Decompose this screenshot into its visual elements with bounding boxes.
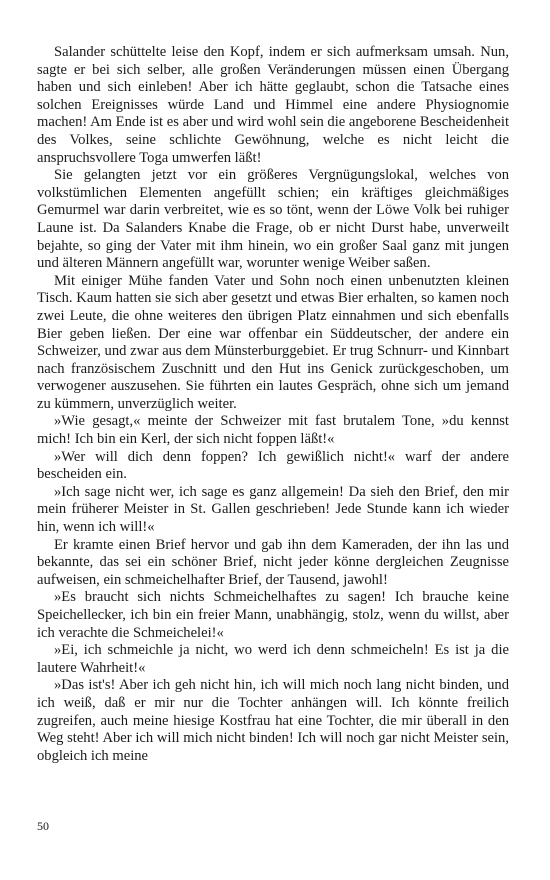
body-text bbox=[37, 44, 509, 765]
paragraph-2: Sie gelangten jetzt vor ein größeres Vergnügungslokal, welches von volkstümlichen Elementen angefüllt schien; ein kräftiges gleichmäßiges Gemurmel war darin verbreitet, wie es so tönt, wenn der Löwe Volk bei ruhiger Laune ist. Da Salanders Knabe die Frage, ob er nicht Durst habe, unverweilt bejahte, so ging der Vater mit ihm hinein, wo ein großer Saal ganz mit jungen und älteren Männern angefüllt war, worunter wenige Weiber saßen. bbox=[37, 167, 509, 272]
paragraph-8: »Es braucht sich nichts Schmeichelhaftes zu sagen! Ich brauche keine Speichellecker, ich bin ein freier Mann, unabhängig, stolz, wenn du willst, aber ich verachte die Schmeichelei!« bbox=[37, 589, 509, 641]
paragraph-5: »Wer will dich denn foppen? Ich gewißlich nicht!« warf der andere bescheiden ein. bbox=[37, 448, 509, 483]
paragraph-1: Salander schüttelte leise den Kopf, indem er sich aufmerksam umsah. Nun, sagte er bei sich selber, alle großen Veränderungen müssen einen Übergang haben und sich einleben! Aber ich hätte geglaubt, schon die Tatsache eines solchen Ereignisses würde Land und Himmel eine andere Physiognomie machen! Am Ende ist es aber und wird wohl sein die angeborene Bescheidenheit des Volkes, seine schlichte Gewöhnung, welche es nicht leicht die anspruchsvollere Toga umwerfen läßt! bbox=[37, 44, 509, 166]
paragraph-3: Mit einiger Mühe fanden Vater und Sohn noch einen unbenutzten kleinen Tisch. Kaum hatten sie sich aber gesetzt und etwas Bier erhalten, so kamen noch zwei Leute, die ohne weiteres den übrigen Platz einnahmen und sich ebenfalls Bier geben ließen. Der eine war offenbar ein Süddeutscher, der andere ein Schweizer, und zwar aus dem Münsterburggebiet. Er trug Schnurr- und Kinnbart nach französischem Zuschnitt und den Hut ins Genick zurückgeschoben, um verwogener auszusehen. Sie führten ein lautes Gespräch, ohne sich um jemand zu kümmern, unverzüglich weiter. bbox=[37, 272, 509, 412]
paragraph-7: Er kramte einen Brief hervor und gab ihn dem Kameraden, der ihn las und bekannte, das sei ein schöner Brief, nicht jeder könne dergleichen Zeugnisse aufweisen, ein schmeichelhafter Brief, der Tausend, jawohl! bbox=[37, 536, 509, 588]
page-number: 50 bbox=[37, 819, 49, 833]
paragraph-6: »Ich sage nicht wer, ich sage es ganz allgemein! Da sieh den Brief, den mir mein früherer Meister in St. Gallen geschrieben! Jede Stunde kann ich wieder hin, wenn ich will!« bbox=[37, 483, 509, 536]
paragraph-4: »Wie gesagt,« meinte der Schweizer mit fast brutalem Tone, »du kennst mich! Ich bin ein Kerl, der sich nicht foppen läßt!« bbox=[37, 413, 509, 448]
paragraph-10: »Das ist's! Aber ich geh nicht hin, ich will mich noch lang nicht binden, und ich weiß, daß er mir nur die Tochter anhängen will. Ich könnte freilich zugreifen, auch meine hiesige Kostfrau hat eine Tochter, die mir überall in den Weg steht! Aber ich will mich nicht binden! Ich will noch gar nicht Meister sein, obgleich ich meine bbox=[37, 677, 509, 764]
paragraph-9: »Ei, ich schmeichle ja nicht, wo werd ich denn schmeicheln! Es ist ja die lautere Wahrheit!« bbox=[37, 642, 509, 676]
